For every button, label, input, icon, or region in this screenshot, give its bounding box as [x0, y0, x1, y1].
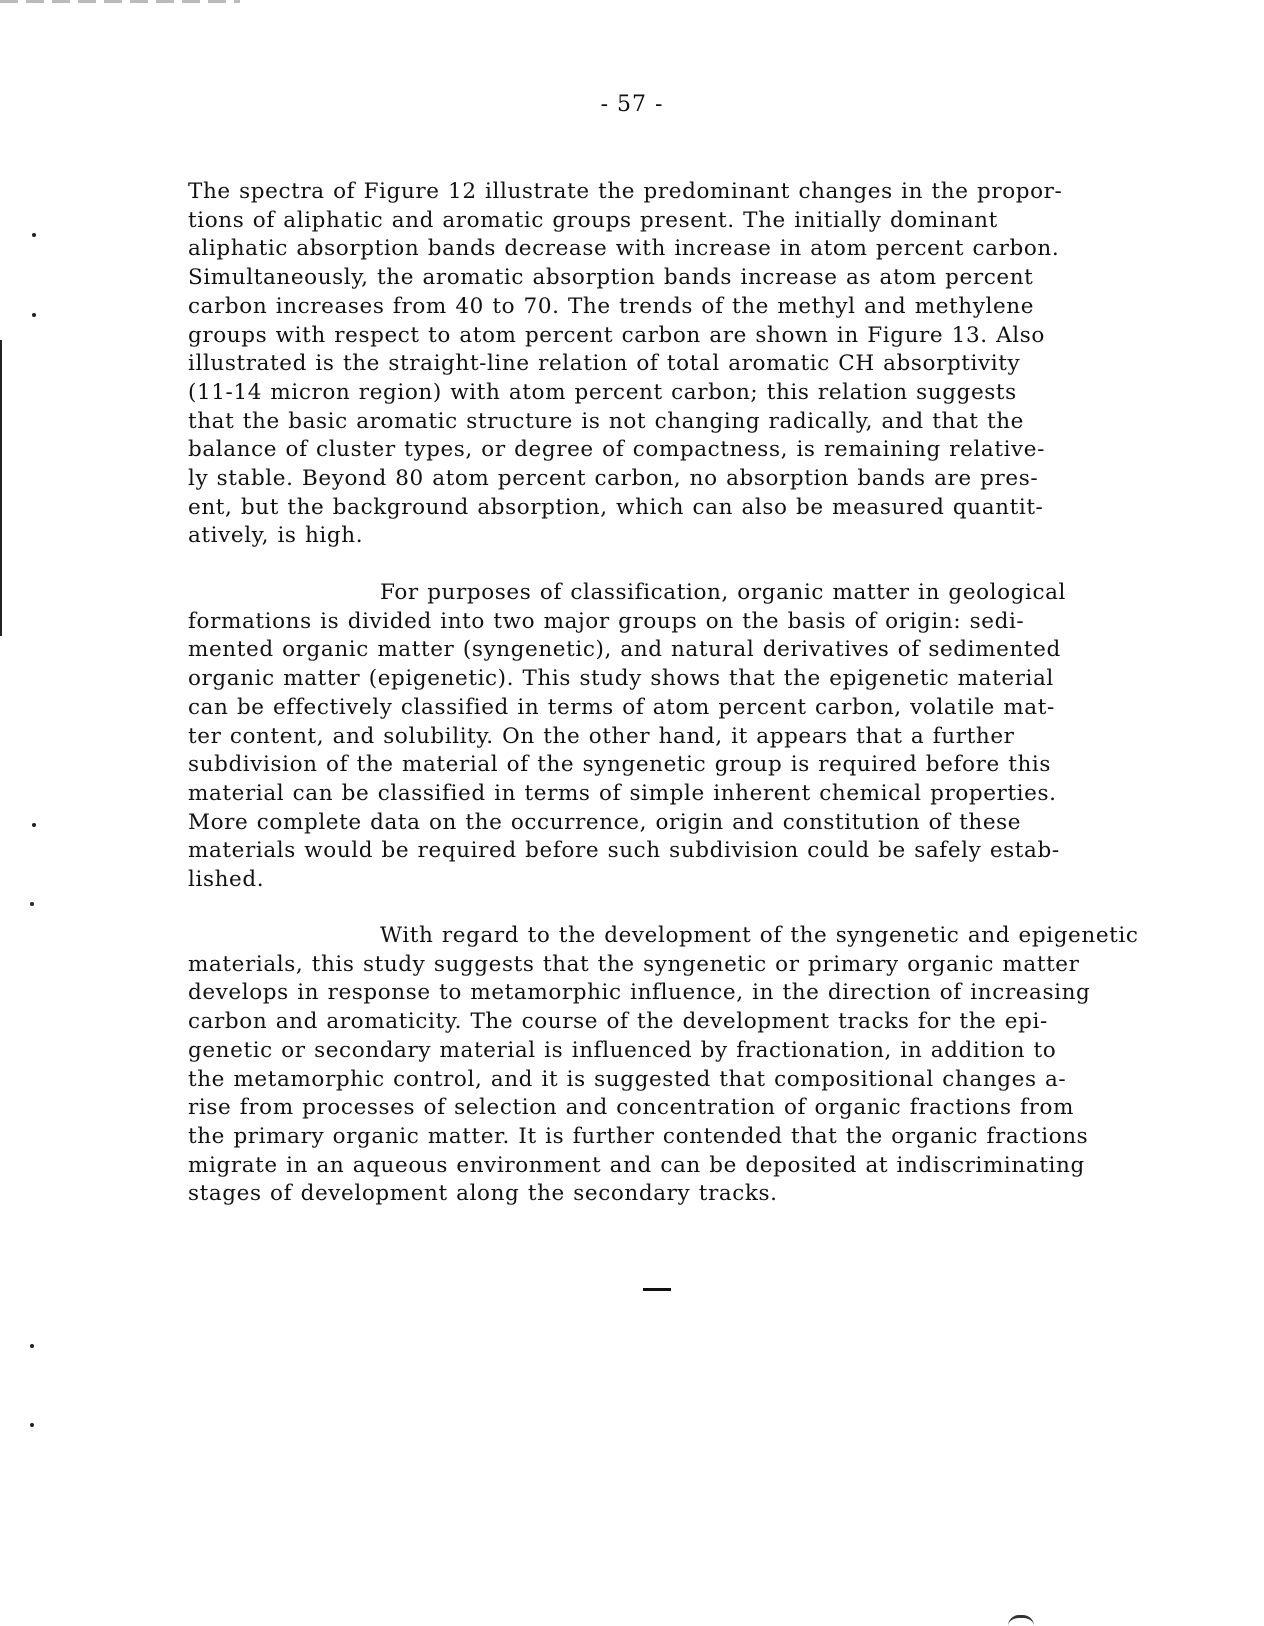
text-line: materials would be required before such subdivision could be safely estab- [188, 838, 1060, 864]
scan-speck [32, 823, 36, 827]
text-line: develops in response to metamorphic influence, in the direction of increasing [188, 980, 1091, 1006]
text-line: organic matter (epigenetic). This study shows that the epigenetic material [188, 666, 1054, 692]
text-line: material can be classified in terms of simple inherent chemical properties. [188, 780, 1057, 806]
page-number: - 57 - [600, 92, 664, 117]
text-line: More complete data on the occurrence, origin and constitution of these [188, 809, 1022, 835]
text-line: formations is divided into two major groups on the basis of origin: sedi- [188, 608, 1025, 634]
scan-speck [32, 233, 36, 237]
scan-speck [30, 902, 34, 906]
text-line: ter content, and solubility. On the other hand, it appears that a further [188, 723, 1015, 749]
paragraph-classification [188, 579, 1188, 895]
text-line: (11-14 micron region) with atom percent carbon; this relation suggests [188, 379, 1017, 405]
text-line: the primary organic matter. It is further contended that the organic fractions [188, 1123, 1089, 1149]
scan-speck [30, 1344, 34, 1348]
scan-corner-mark [1008, 1615, 1034, 1626]
text-line: carbon increases from 40 to 70. The trends of the methyl and methylene [188, 293, 1035, 319]
text-line: genetic or secondary material is influenced by fractionation, in addition to [188, 1037, 1057, 1063]
text-line: lished. [188, 867, 265, 893]
scan-speck [30, 1423, 34, 1427]
end-of-text-rule [643, 1288, 671, 1291]
text-line: ly stable. Beyond 80 atom percent carbon, no absorption bands are pres- [188, 466, 1039, 492]
paragraph-development [188, 922, 1188, 1209]
text-line: stages of development along the secondary tracks. [188, 1181, 778, 1207]
text-line: atively, is high. [188, 523, 364, 549]
text-line: that the basic aromatic structure is not changing radically, and that the [188, 408, 1024, 434]
text-line: illustrated is the straight-line relation of total aromatic CH absorptivity [188, 351, 1021, 377]
text-line: rise from processes of selection and concentration of organic fractions from [188, 1095, 1074, 1121]
text-line: balance of cluster types, or degree of compactness, is remaining relative- [188, 437, 1045, 463]
text-line: groups with respect to atom percent carbon are shown in Figure 13. Also [188, 322, 1045, 348]
text-line: tions of aliphatic and aromatic groups present. The initially dominant [188, 207, 998, 233]
text-line: With regard to the development of the syngenetic and epigenetic [380, 923, 1139, 948]
scan-top-smudge [0, 0, 240, 3]
text-line: can be effectively classified in terms of atom percent carbon, volatile mat- [188, 694, 1055, 720]
text-line: subdivision of the material of the syngenetic group is required before this [188, 752, 1052, 778]
paragraph-spectra-figure-12 [188, 178, 1188, 551]
scan-margin-edge [0, 340, 2, 636]
scan-speck [32, 313, 36, 317]
text-line: ent, but the background absorption, which can also be measured quantit- [188, 494, 1044, 520]
text-line: the metamorphic control, and it is suggested that compositional changes a- [188, 1066, 1067, 1092]
text-line: materials, this study suggests that the syngenetic or primary organic matter [188, 951, 1080, 977]
text-line: migrate in an aqueous environment and can be deposited at indiscriminating [188, 1152, 1085, 1178]
text-line: mented organic matter (syngenetic), and natural derivatives of sedimented [188, 637, 1061, 663]
text-line: The spectra of Figure 12 illustrate the predominant changes in the propor- [188, 179, 1063, 204]
text-line: carbon and aromaticity. The course of the development tracks for the epi- [188, 1009, 1048, 1035]
text-line: aliphatic absorption bands decrease with increase in atom percent carbon. [188, 236, 1060, 262]
text-line: Simultaneously, the aromatic absorption bands increase as atom percent [188, 265, 1034, 291]
text-line: For purposes of classification, organic matter in geological [380, 580, 1067, 605]
